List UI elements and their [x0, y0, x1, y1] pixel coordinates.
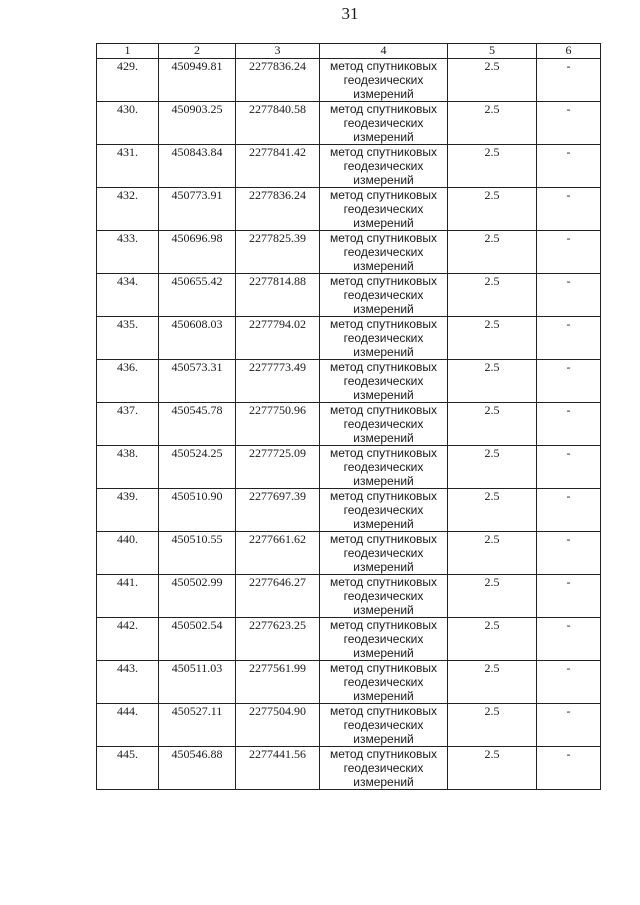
- y-coordinate-cell: 2277836.24: [236, 188, 320, 231]
- y-coordinate-cell: 2277840.58: [236, 102, 320, 145]
- method-line: метод спутниковых: [329, 618, 437, 632]
- note-cell: -: [537, 747, 601, 790]
- point-number-cell: 432.: [97, 188, 159, 231]
- table-row: [97, 661, 601, 704]
- table-row: [97, 446, 601, 489]
- note-cell: -: [537, 145, 601, 188]
- point-number-cell: 440.: [97, 532, 159, 575]
- table-row: [97, 360, 601, 403]
- point-number-cell: 441.: [97, 575, 159, 618]
- method-line: метод спутниковых: [329, 274, 437, 288]
- table-row: [97, 188, 601, 231]
- note-cell: -: [537, 59, 601, 102]
- point-number-cell: 434.: [97, 274, 159, 317]
- method-line: геодезических: [343, 374, 424, 388]
- method-cell: [320, 403, 448, 446]
- coordinates-table: [96, 43, 601, 790]
- y-coordinate-cell: 2277814.88: [236, 274, 320, 317]
- accuracy-cell: 2.5: [448, 403, 537, 446]
- method-line: измерений: [353, 560, 414, 574]
- point-number-cell: 438.: [97, 446, 159, 489]
- accuracy-cell: 2.5: [448, 446, 537, 489]
- method-line: метод спутниковых: [329, 704, 437, 718]
- method-line: геодезических: [343, 202, 424, 216]
- method-cell: [320, 317, 448, 360]
- point-number-cell: 433.: [97, 231, 159, 274]
- header-row: [97, 44, 601, 59]
- method-cell: [320, 102, 448, 145]
- accuracy-cell: 2.5: [448, 231, 537, 274]
- method-line: измерений: [353, 646, 414, 660]
- method-line: метод спутниковых: [329, 747, 437, 761]
- column-header: 2: [159, 44, 236, 59]
- note-cell: -: [537, 618, 601, 661]
- y-coordinate-cell: 2277773.49: [236, 360, 320, 403]
- point-number-cell: 429.: [97, 59, 159, 102]
- method-line: измерений: [353, 388, 414, 402]
- column-header: 6: [537, 44, 601, 59]
- point-number-cell: 437.: [97, 403, 159, 446]
- table-row: [97, 489, 601, 532]
- method-line: метод спутниковых: [329, 489, 437, 503]
- point-number-cell: 435.: [97, 317, 159, 360]
- method-line: метод спутниковых: [329, 661, 437, 675]
- note-cell: -: [537, 403, 601, 446]
- method-line: измерений: [353, 130, 414, 144]
- method-line: геодезических: [343, 718, 424, 732]
- x-coordinate-cell: 450510.55: [159, 532, 236, 575]
- accuracy-cell: 2.5: [448, 145, 537, 188]
- method-line: измерений: [353, 216, 414, 230]
- table-row: [97, 575, 601, 618]
- x-coordinate-cell: 450608.03: [159, 317, 236, 360]
- y-coordinate-cell: 2277725.09: [236, 446, 320, 489]
- y-coordinate-cell: 2277623.25: [236, 618, 320, 661]
- method-line: измерений: [353, 689, 414, 703]
- table-row: [97, 317, 601, 360]
- note-cell: -: [537, 231, 601, 274]
- accuracy-cell: 2.5: [448, 575, 537, 618]
- point-number-cell: 431.: [97, 145, 159, 188]
- note-cell: -: [537, 489, 601, 532]
- method-cell: [320, 59, 448, 102]
- point-number-cell: 436.: [97, 360, 159, 403]
- point-number-cell: 444.: [97, 704, 159, 747]
- method-line: геодезических: [343, 675, 424, 689]
- x-coordinate-cell: 450527.11: [159, 704, 236, 747]
- method-line: геодезических: [343, 417, 424, 431]
- accuracy-cell: 2.5: [448, 59, 537, 102]
- method-line: геодезических: [343, 589, 424, 603]
- note-cell: -: [537, 188, 601, 231]
- method-line: геодезических: [343, 632, 424, 646]
- method-cell: [320, 274, 448, 317]
- table-row: [97, 59, 601, 102]
- note-cell: -: [537, 274, 601, 317]
- method-line: измерений: [353, 732, 414, 746]
- method-line: измерений: [353, 173, 414, 187]
- method-cell: [320, 188, 448, 231]
- method-line: геодезических: [343, 288, 424, 302]
- x-coordinate-cell: 450502.54: [159, 618, 236, 661]
- method-line: метод спутниковых: [329, 360, 437, 374]
- method-cell: [320, 532, 448, 575]
- method-line: геодезических: [343, 761, 424, 775]
- method-cell: [320, 575, 448, 618]
- method-line: геодезических: [343, 245, 424, 259]
- point-number-cell: 445.: [97, 747, 159, 790]
- method-line: метод спутниковых: [329, 102, 437, 116]
- method-cell: [320, 489, 448, 532]
- method-line: измерений: [353, 345, 414, 359]
- x-coordinate-cell: 450511.03: [159, 661, 236, 704]
- method-line: геодезических: [343, 460, 424, 474]
- x-coordinate-cell: 450773.91: [159, 188, 236, 231]
- table-row: [97, 747, 601, 790]
- note-cell: -: [537, 102, 601, 145]
- method-line: измерений: [353, 302, 414, 316]
- accuracy-cell: 2.5: [448, 360, 537, 403]
- method-cell: [320, 446, 448, 489]
- table-row: [97, 403, 601, 446]
- accuracy-cell: 2.5: [448, 102, 537, 145]
- method-cell: [320, 145, 448, 188]
- x-coordinate-cell: 450546.88: [159, 747, 236, 790]
- x-coordinate-cell: 450655.42: [159, 274, 236, 317]
- x-coordinate-cell: 450903.25: [159, 102, 236, 145]
- method-line: измерений: [353, 431, 414, 445]
- accuracy-cell: 2.5: [448, 188, 537, 231]
- y-coordinate-cell: 2277661.62: [236, 532, 320, 575]
- y-coordinate-cell: 2277794.02: [236, 317, 320, 360]
- accuracy-cell: 2.5: [448, 704, 537, 747]
- method-cell: [320, 661, 448, 704]
- table-row: [97, 618, 601, 661]
- method-line: измерений: [353, 87, 414, 101]
- table-row: [97, 704, 601, 747]
- y-coordinate-cell: 2277441.56: [236, 747, 320, 790]
- column-header: 4: [320, 44, 448, 59]
- table-row: [97, 274, 601, 317]
- y-coordinate-cell: 2277750.96: [236, 403, 320, 446]
- method-line: геодезических: [343, 503, 424, 517]
- note-cell: -: [537, 661, 601, 704]
- table-row: [97, 532, 601, 575]
- note-cell: -: [537, 575, 601, 618]
- x-coordinate-cell: 450573.31: [159, 360, 236, 403]
- page-number: 31: [341, 4, 359, 23]
- x-coordinate-cell: 450696.98: [159, 231, 236, 274]
- table-row: [97, 102, 601, 145]
- method-line: измерений: [353, 603, 414, 617]
- method-line: метод спутниковых: [329, 317, 437, 331]
- method-cell: [320, 618, 448, 661]
- accuracy-cell: 2.5: [448, 274, 537, 317]
- method-line: метод спутниковых: [329, 188, 437, 202]
- y-coordinate-cell: 2277841.42: [236, 145, 320, 188]
- x-coordinate-cell: 450949.81: [159, 59, 236, 102]
- method-line: метод спутниковых: [329, 59, 437, 73]
- x-coordinate-cell: 450510.90: [159, 489, 236, 532]
- x-coordinate-cell: 450843.84: [159, 145, 236, 188]
- method-cell: [320, 747, 448, 790]
- method-line: измерений: [353, 517, 414, 531]
- table-row: [97, 145, 601, 188]
- y-coordinate-cell: 2277825.39: [236, 231, 320, 274]
- y-coordinate-cell: 2277504.90: [236, 704, 320, 747]
- method-line: измерений: [353, 474, 414, 488]
- method-line: геодезических: [343, 73, 424, 87]
- method-line: геодезических: [343, 116, 424, 130]
- method-line: геодезических: [343, 331, 424, 345]
- note-cell: -: [537, 317, 601, 360]
- method-line: метод спутниковых: [329, 532, 437, 546]
- y-coordinate-cell: 2277836.24: [236, 59, 320, 102]
- table-row: [97, 231, 601, 274]
- note-cell: -: [537, 704, 601, 747]
- y-coordinate-cell: 2277561.99: [236, 661, 320, 704]
- method-line: метод спутниковых: [329, 145, 437, 159]
- accuracy-cell: 2.5: [448, 489, 537, 532]
- note-cell: -: [537, 532, 601, 575]
- accuracy-cell: 2.5: [448, 661, 537, 704]
- method-line: метод спутниковых: [329, 403, 437, 417]
- point-number-cell: 430.: [97, 102, 159, 145]
- method-cell: [320, 704, 448, 747]
- accuracy-cell: 2.5: [448, 532, 537, 575]
- accuracy-cell: 2.5: [448, 747, 537, 790]
- method-line: геодезических: [343, 159, 424, 173]
- column-header: 3: [236, 44, 320, 59]
- x-coordinate-cell: 450545.78: [159, 403, 236, 446]
- method-cell: [320, 231, 448, 274]
- accuracy-cell: 2.5: [448, 317, 537, 360]
- x-coordinate-cell: 450502.99: [159, 575, 236, 618]
- method-line: измерений: [353, 775, 414, 789]
- method-cell: [320, 360, 448, 403]
- method-line: геодезических: [343, 546, 424, 560]
- column-header: 5: [448, 44, 537, 59]
- x-coordinate-cell: 450524.25: [159, 446, 236, 489]
- y-coordinate-cell: 2277646.27: [236, 575, 320, 618]
- method-line: метод спутниковых: [329, 446, 437, 460]
- method-line: метод спутниковых: [329, 575, 437, 589]
- accuracy-cell: 2.5: [448, 618, 537, 661]
- note-cell: -: [537, 446, 601, 489]
- column-header: 1: [97, 44, 159, 59]
- point-number-cell: 443.: [97, 661, 159, 704]
- method-line: измерений: [353, 259, 414, 273]
- method-line: метод спутниковых: [329, 231, 437, 245]
- y-coordinate-cell: 2277697.39: [236, 489, 320, 532]
- note-cell: -: [537, 360, 601, 403]
- point-number-cell: 442.: [97, 618, 159, 661]
- point-number-cell: 439.: [97, 489, 159, 532]
